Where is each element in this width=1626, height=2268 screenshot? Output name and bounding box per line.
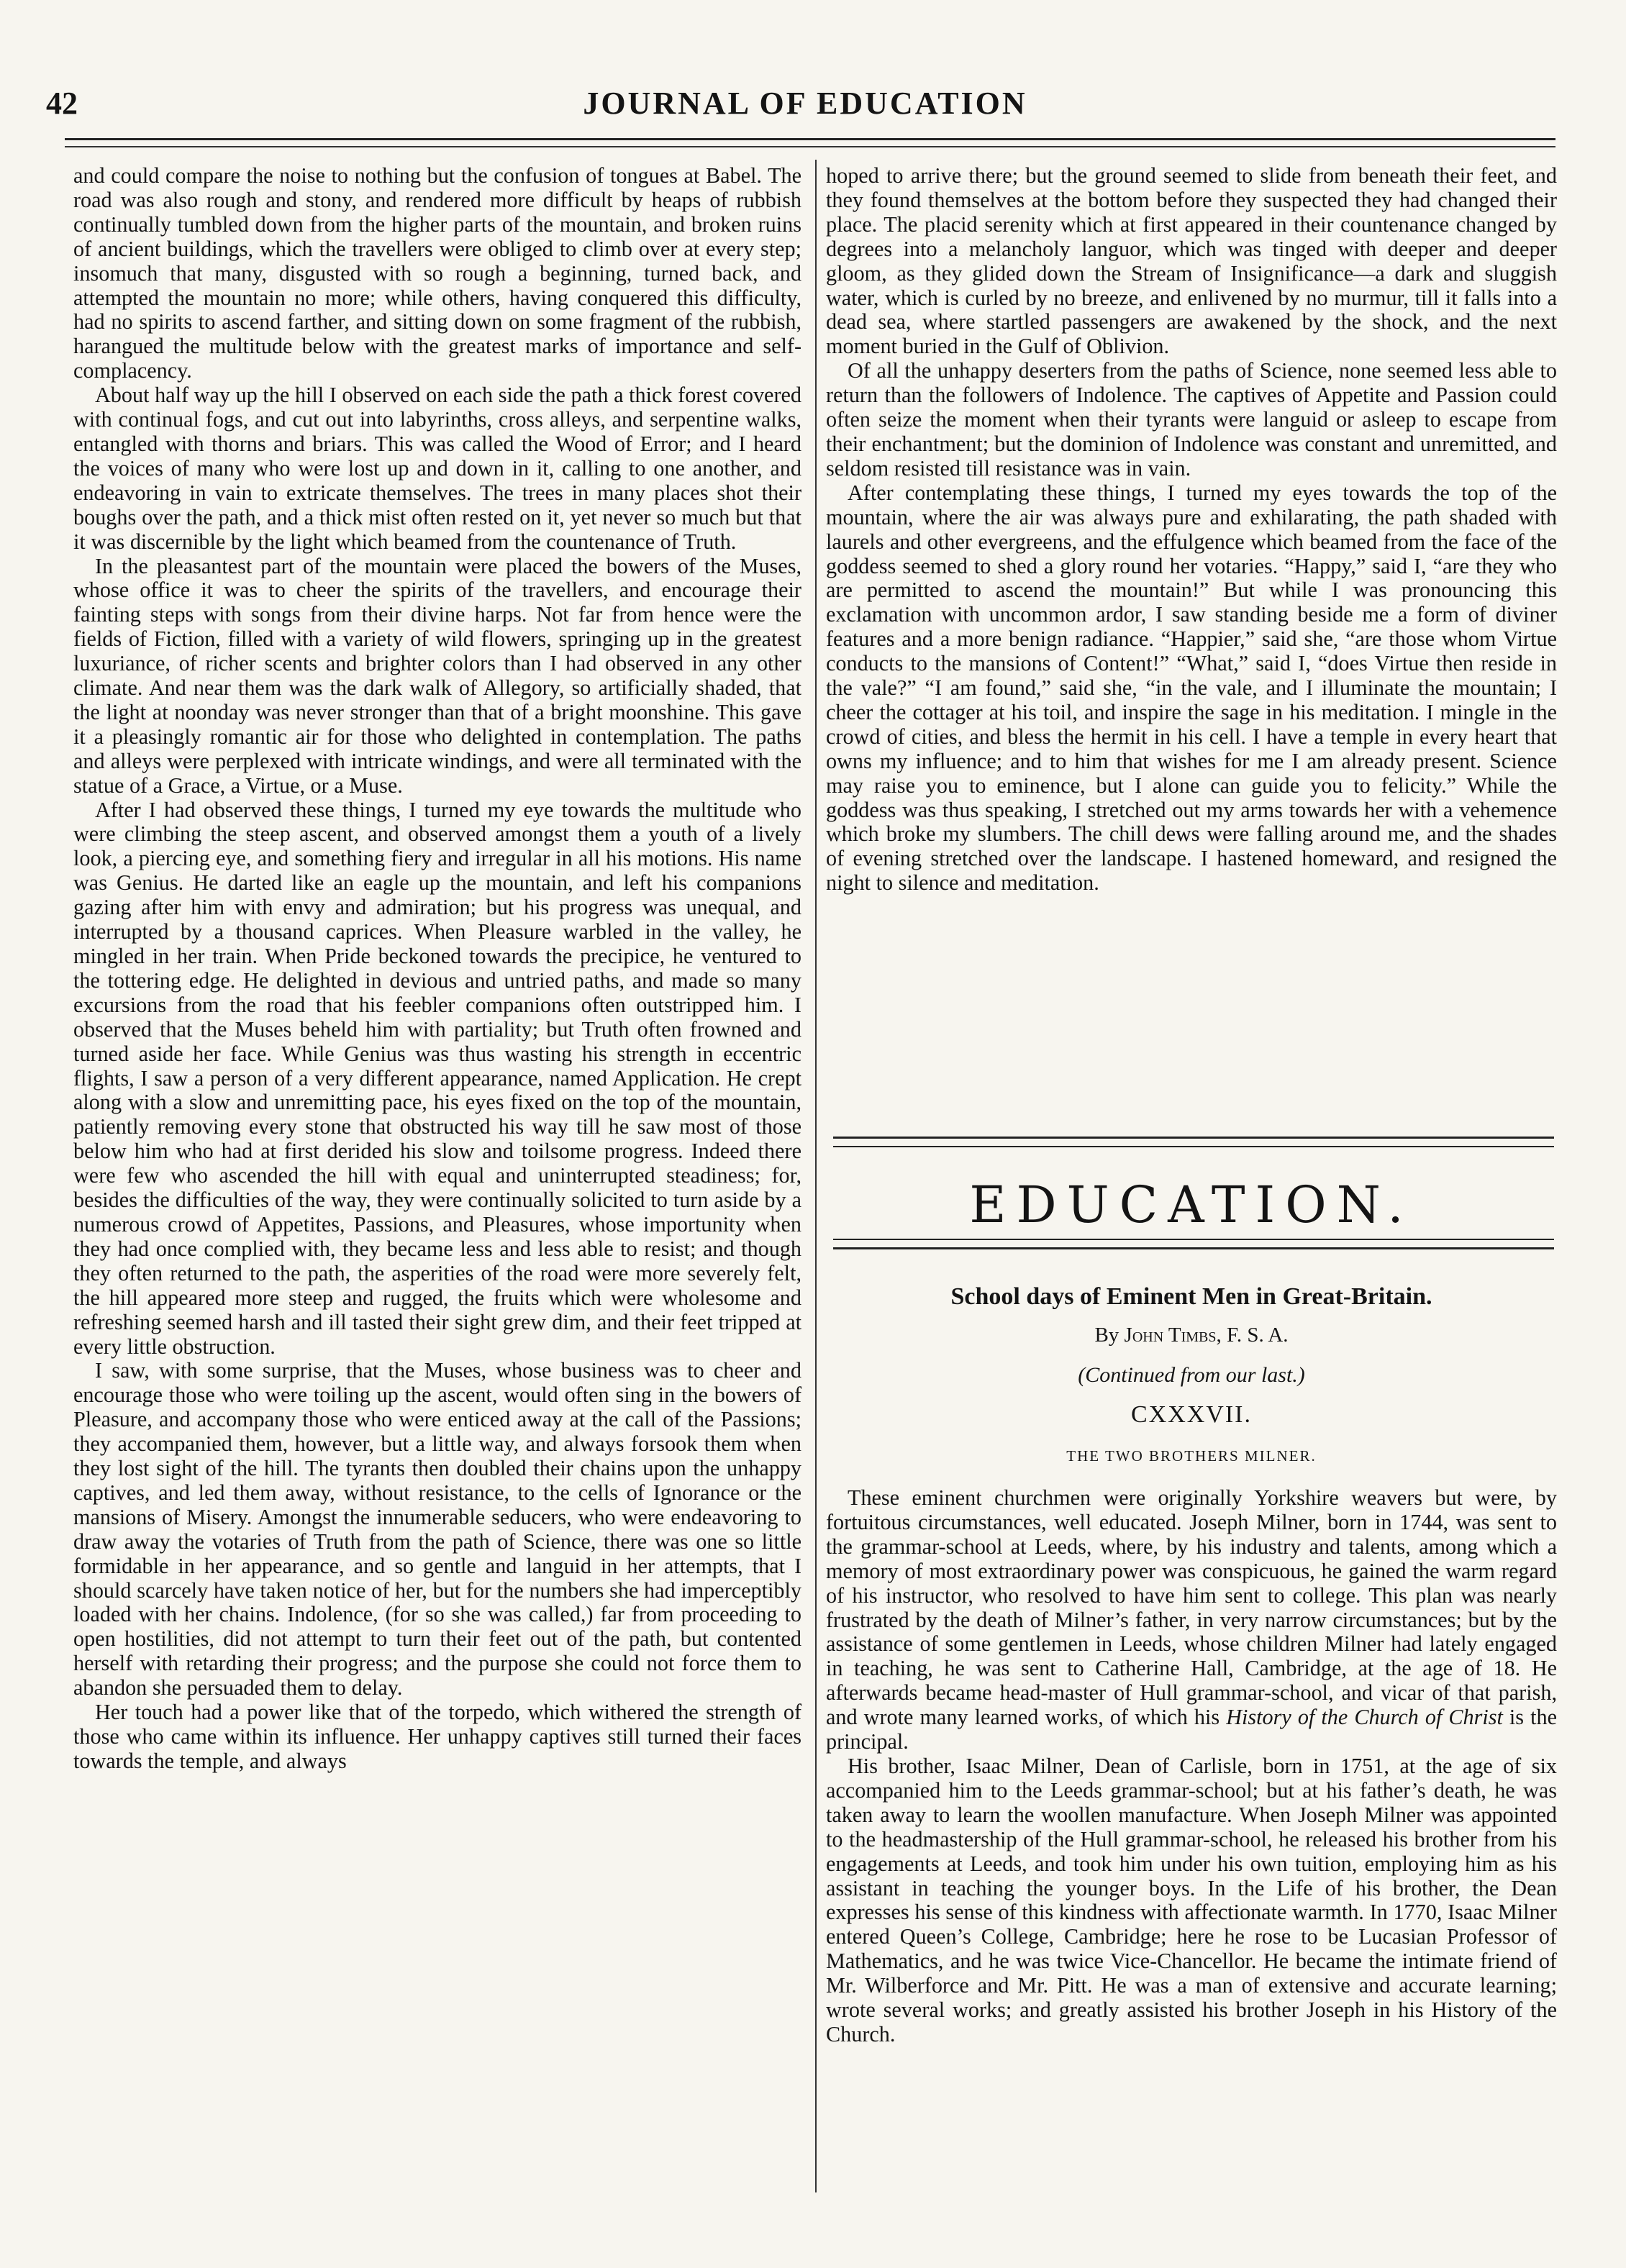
left-column	[73, 164, 801, 1774]
section-rule-top	[833, 1137, 1554, 1147]
section-heading: EDUCATION.	[969, 1175, 1414, 1234]
paragraph: and could compare the noise to nothing but the confusion of tongues at Babel. The road was also rough and stony, and rendered more difficult by heaps of rubbish continually tumbled down from the higher parts of the mountain, and broken ruins of ancient buildings, which the travellers were obliged to climb over at every step; insomuch that many, disgusted with so rough a beginning, turned back, and attempted the mountain no more; while others, having conquered this difficulty, had no spirits to ascend farther, and sitting down on some fragment of the rubbish, harangued the multitude below with the greatest marks of importance and self-complacency.	[73, 163, 801, 383]
paragraph: I saw, with some surprise, that the Muses, whose business was to cheer and encourage those who were toiling up the ascent, would often sing in the bowers of Pleasure, and accompany those who were enticed away at the call of the Passions; they accompanied them, however, but a little way, and always forsook them when they lost sight of the hill. The tyrants then doubled their chains upon the unhappy captives, and led them away, without resistance, to the cells of Ignorance or the mansions of Misery. Amongst the innumerable seducers, who were endeavoring to draw away the votaries of Truth from the path of Science, there was one so little formidable in her appearance, and so gentle and languid in her attempts, that I should scarcely have taken notice of her, but for the numbers she had imperceptibly loaded with her chains. Indolence, (for so she was called,) far from proceeding to open hostilities, did not attempt to turn their feet out of the path, but contented herself with retarding their progress; and the purpose she could not force them to abandon she persuaded them to delay.	[73, 1358, 801, 1700]
paragraph: Her touch had a power like that of the torpedo, which withered the strength of those who came within its influence. Her unhappy captives still turned their faces towards the temple, and always	[73, 1700, 801, 1773]
byline	[826, 1324, 1557, 1347]
paragraph: About half way up the hill I observed on each side the path a thick forest covered with continual fogs, and cut out into labyrinths, cross alleys, and serpentine walks, entangled with thorns and briars. This was called the Wood of Error; and I heard the voices of many who were lost up and down in it, calling to one another, and endeavoring in vain to extricate themselves. The trees in many places shot their boughs over the path, and a thick mist often rested on it, yet never so much but that it was discernible by the light which beamed from the countenance of Truth.	[73, 383, 801, 554]
running-head: JOURNAL OF EDUCATION	[583, 86, 1027, 121]
section-rule-bottom	[833, 1239, 1554, 1249]
author-name: John Timbs, F. S. A.	[1124, 1324, 1289, 1347]
right-column-top	[826, 164, 1557, 896]
header-rule	[65, 138, 1555, 147]
byline-prefix: By	[1094, 1324, 1119, 1347]
continued-note: (Continued from our last.)	[1078, 1363, 1305, 1387]
paragraph: His brother, Isaac Milner, Dean of Carlisle, born in 1751, at the age of six accompanied him to the Leeds grammar-school; but at his father’s death, he was taken away to learn the woollen manufacture. When Joseph Milner was appointed to the headmastership of the Hull grammar-school, he released his brother from his engagements at Leeds, and took him under his own tuition, employing him as his assistant in teaching the younger boys. In the Life of his brother, the Dean expresses his sense of this kindness with affectionate warmth. In 1770, Isaac Milner entered Queen’s College, Cambridge; here he rose to be Lucasian Professor of Mathematics, and he was twice Vice-Chancellor. He became the intimate friend of Mr. Wilberforce and Mr. Pitt. He was a man of extensive and accurate learning; wrote several works; and greatly assisted his brother Joseph in his History of the Church.	[826, 1753, 1557, 2046]
column-divider	[815, 160, 817, 2192]
article-number: CXXXVII.	[1130, 1401, 1253, 1428]
article-title: School days of Eminent Men in Great-Britain.	[950, 1283, 1432, 1310]
paragraph	[826, 1486, 1557, 1754]
paragraph: Of all the unhappy deserters from the paths of Science, none seemed less able to return than the followers of Indolence. The captives of Appetite and Passion could often seize the moment when their tyrants were languid or asleep to escape from their enchantment; but the dominion of Indolence was constant and unremitted, and seldom resisted till resistance was in vain.	[826, 358, 1557, 481]
paragraph-text: is the principal.	[826, 1705, 1557, 1754]
right-column-bottom	[826, 1486, 1557, 2047]
paragraph-text: These eminent churchmen were originally Yorkshire weavers but were, by fortuitous circumstances, well educated. Joseph Milner, born in 1744, was sent to the grammar-school at Leeds, where, by his industry and talents, among which a memory of most extraordinary power was conspicuous, he gained the warm regard of his instructor, who resolved to have him sent to college. This plan was nearly frustrated by the death of Milner’s father, in very narrow circumstances; but by the assistance of some gentlemen in Leeds, whose children Milner had lately engaged in teaching, he was sent to Catherine Hall, Cambridge, at the age of 18. He afterwards became head-master of Hull grammar-school, and vicar of that parish, and wrote many learned works, of which his	[826, 1485, 1557, 1730]
paragraph: After I had observed these things, I turned my eye towards the multitude who were climbing the steep ascent, and observed amongst them a youth of a lively look, a piercing eye, and something fiery and irregular in all his motions. His name was Genius. He darted like an eagle up the mountain, and left his companions gazing after him with envy and admiration; but his progress was unequal, and interrupted by a thousand caprices. When Pleasure warbled in the valley, he mingled in her train. When Pride beckoned towards the precipice, he ventured to the tottering edge. He delighted in devious and untried paths, and made so many excursions from the road that his feebler companions often outstripped him. I observed that the Muses beheld him with partiality; but Truth often frowned and turned aside her face. While Genius was thus wasting his strength in eccentric flights, I saw a person of a very different appearance, named Application. He crept along with a slow and unremitting pace, his eyes fixed on the top of the mountain, patiently removing every stone that obstructed his way till he saw most of those below him who had at first derided his slow and toilsome progress. Indeed there were few who ascended the hill with equal and uninterrupted steadiness; for, besides the difficulties of the way, they were continually solicited to turn aside by a numerous crowd of Appetites, Passions, and Pleasures, whose importunity when they had once complied with, they became less and less able to resist; and though they often returned to the path, the asperities of the road were more severely felt, the hill appeared more steep and rugged, the fruits which were wholesome and refreshing seemed harsh and ill tasted their sight grew dim, and their feet tripped at every little obstruction.	[73, 797, 801, 1359]
paragraph: hoped to arrive there; but the ground seemed to slide from beneath their feet, and they found themselves at the bottom before they suspected they had changed their place. The placid serenity which at first appeared in their countenance changed by degrees into a melancholy languor, which was tinged with deeper and deeper gloom, as they glided down the Stream of Insignificance—a dark and sluggish water, which is curled by no breeze, and enlivened by no murmur, till it falls into a dead sea, where startled passengers are awakened by the shock, and the next moment buried in the Gulf of Oblivion.	[826, 163, 1557, 359]
paragraph: After contemplating these things, I turned my eyes towards the top of the mountain, where the air was always pure and exhilarating, the path shaded with laurels and other evergreens, and the effulgence which beamed from the face of the goddess seemed to shed a glory round her votaries. “Happy,” said I, “are they who are permitted to ascend the mountain!” But while I was pronouncing this exclamation with uncommon ardor, I saw standing beside me a form of diviner features and a more benign radiance. “Happier,” said she, “are those whom Virtue conducts to the mansions of Content!” “What,” said I, “does Virtue then reside in the vale?” “I am found,” said she, “in the vale, and I illuminate the mountain; I cheer the cottager at his toil, and inspire the sage in his meditation. I mingle in the crowd of cities, and bless the hermit in his cell. I have a temple in every heart that owns my influence; and to him that wishes for me I am already present. Science may raise you to eminence, but I alone can guide you to felicity.” While the goddess was thus speaking, I stretched out my arms towards her with a vehemence which broke my slumbers. The chill dews were falling around me, and the shades of evening stretched over the landscape. I hastened homeward, and resigned the night to silence and meditation.	[826, 480, 1557, 896]
article-subhead: THE TWO BROTHERS MILNER.	[1066, 1447, 1317, 1465]
book-title: History of the Church of Christ	[1226, 1705, 1503, 1730]
page-header	[46, 85, 1564, 128]
paragraph: In the pleasantest part of the mountain were placed the bowers of the Muses, whose office it was to cheer the spirits of the travellers, and encourage their fainting steps with songs from their divine harps. Not far from hence were the fields of Fiction, filled with a variety of wild flowers, springing up in the greatest luxuriance, of richer scents and brighter colors than I had observed in any other climate. And near them was the dark walk of Allegory, so artificially shaded, that the light at noonday was never stronger than that of a bright moonshine. This gave it a pleasingly romantic air for those who delighted in contemplation. The paths and alleys were perplexed with intricate windings, and were all terminated with the statue of a Grace, a Virtue, or a Muse.	[73, 553, 801, 798]
page-number: 42	[46, 86, 78, 121]
